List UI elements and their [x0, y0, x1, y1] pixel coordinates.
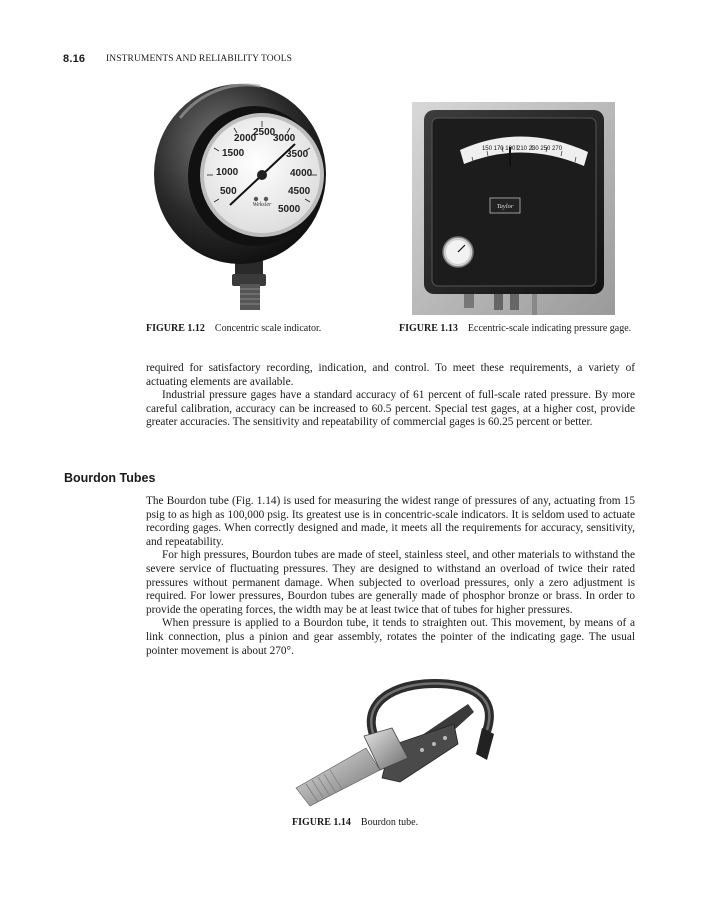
figure-1-12-label: FIGURE 1.12 — [146, 323, 205, 334]
figure-1-14-caption-text: Bourdon tube. — [360, 817, 419, 828]
figure-1-14-bourdon-tube-photo — [282, 678, 502, 808]
section-heading: Bourdon Tubes — [64, 471, 156, 485]
dial-number: 2000 — [234, 133, 257, 144]
dial-number: 2500 — [253, 127, 276, 138]
dial-number: 1000 — [216, 167, 239, 178]
figure-1-12-caption — [146, 323, 321, 334]
section-number: 8.16 — [63, 53, 86, 65]
dial-number: 5000 — [278, 204, 301, 215]
dial-brand: Weksler — [252, 202, 272, 208]
figure-1-12-gauge-photo — [150, 78, 326, 316]
paragraph: When pressure is applied to a Bourdon tube, it tends to straighten out. This movement, by means of a link connection, plus a pinion and gear assembly, rotates the pointer of the indicating gage. The usual pointer movement is about 270°. — [146, 617, 635, 657]
dial-number: 4500 — [288, 186, 311, 197]
paragraph: The Bourdon tube (Fig. 1.14) is used for measuring the widest range of pressures of any, actuating from 15 psig to as high as 100,000 psig. Its greatest use is in concentric-scale indicators. It is seldom used to actuate recording gages. When correctly designed and made, it meets all the requirements for accuracy, sensitivity, and repeatability. — [146, 495, 635, 548]
dial-number: 4000 — [290, 168, 313, 179]
running-title: INSTRUMENTS AND RELIABILITY TOOLS — [106, 54, 292, 64]
figure-1-13-gauge-photo — [412, 102, 615, 315]
scale-numbers: 150 170 190 210 230 250 270 — [481, 146, 563, 152]
paragraph: Industrial pressure gages have a standard accuracy of 61 percent of full-scale rated pressure. By more careful calibration, accuracy can be increased to 60.5 percent. Special test gages, at a higher cost, provide greater accuracies. The sensitivity and repeatability of commercial gages is 60.25 percent or better. — [146, 389, 635, 429]
figure-1-13-label: FIGURE 1.13 — [399, 323, 458, 334]
dial-number: 1500 — [222, 148, 245, 159]
figure-1-13-caption — [399, 323, 631, 334]
dial-number: 500 — [220, 186, 237, 197]
figure-1-14-caption — [292, 817, 418, 828]
figure-1-14-label: FIGURE 1.14 — [292, 817, 351, 828]
figure-1-13-caption-text: Eccentric-scale indicating pressure gage. — [467, 323, 632, 334]
brand-plate: Taylor — [496, 203, 514, 210]
paragraph: For high pressures, Bourdon tubes are made of steel, stainless steel, and other materials to withstand the severe service of fluctuating pressures. They are designed to withstand an overload of twice their rated pressures without permanent damage. When subjected to overload pressures, only a zero adjustment is required. For lower pressures, Bourdon tubes are generally made of phosphor bronze or brass. In order to provide the operating forces, the width may be at least twice that of tubes for higher pressures. — [146, 549, 635, 616]
figure-1-12-caption-text: Concentric scale indicator. — [214, 323, 322, 334]
dial-number: 3500 — [286, 149, 309, 160]
dial-number: 3000 — [273, 133, 296, 144]
paragraph: required for satisfactory recording, indication, and control. To meet these requirements, a variety of actuating elements are available. — [146, 362, 635, 388]
intro-text-block — [146, 362, 635, 430]
bourdon-text-block — [146, 495, 635, 658]
